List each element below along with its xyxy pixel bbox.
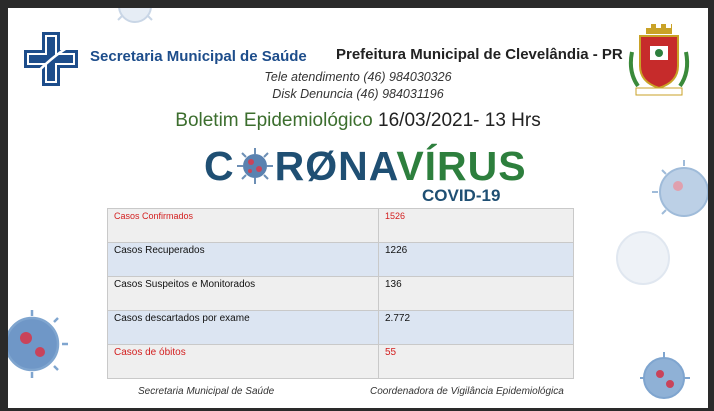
secretaria-name: Secretaria Municipal de Saúde — [90, 48, 307, 65]
virus-decoration-faint-icon — [608, 218, 678, 298]
case-value: 2.772 — [379, 311, 574, 345]
case-label: Casos descartados por exame — [108, 311, 379, 345]
disk-denuncia: Disk Denuncia (46) 984031196 — [272, 87, 444, 101]
logo-part-slashed-o: Ø — [305, 143, 339, 189]
logo-part-na: NA — [338, 143, 397, 189]
virus-decoration-bottom-left-icon — [8, 292, 80, 402]
footer-coordenadora: Coordenadora de Vigilância Epidemiológica — [370, 386, 564, 397]
bulletin-label: Boletim Epidemiológico — [175, 110, 373, 131]
case-label: Casos de óbitos — [108, 345, 379, 379]
virus-decoration-bottom-right-icon — [636, 346, 696, 406]
table-row — [108, 345, 574, 379]
table-row — [108, 277, 574, 311]
logo-part-virus: VÍRUS — [396, 143, 527, 189]
covid-subtitle: COVID-19 — [422, 186, 501, 205]
logo-part-c: C — [204, 143, 235, 189]
case-label: Casos Suspeitos e Monitorados — [108, 277, 379, 311]
case-value: 136 — [379, 277, 574, 311]
coronavirus-logo — [204, 143, 527, 189]
case-value: 1526 — [379, 209, 574, 243]
table-row — [108, 311, 574, 345]
tele-atendimento: Tele atendimento (46) 984030326 — [264, 70, 452, 84]
health-cross-logo-icon — [20, 28, 82, 90]
footer-secretaria: Secretaria Municipal de Saúde — [138, 386, 275, 397]
case-label: Casos Recuperados — [108, 243, 379, 277]
bulletin-title — [68, 110, 648, 132]
logo-part-r: R — [274, 143, 306, 189]
bulletin-sheet — [8, 8, 708, 408]
case-label: Casos Confirmados — [108, 209, 379, 243]
municipal-coat-of-arms-icon — [624, 22, 694, 98]
cases-table — [107, 208, 574, 379]
table-row — [108, 243, 574, 277]
bulletin-date: 16/03/2021- 13 Hrs — [378, 110, 541, 131]
table-row — [108, 209, 574, 243]
virus-o-icon — [235, 148, 275, 184]
virus-decoration-top-icon — [100, 8, 170, 36]
prefeitura-name: Prefeitura Municipal de Clevelândia - PR — [336, 46, 623, 63]
case-value: 55 — [379, 345, 574, 379]
case-value: 1226 — [379, 243, 574, 277]
